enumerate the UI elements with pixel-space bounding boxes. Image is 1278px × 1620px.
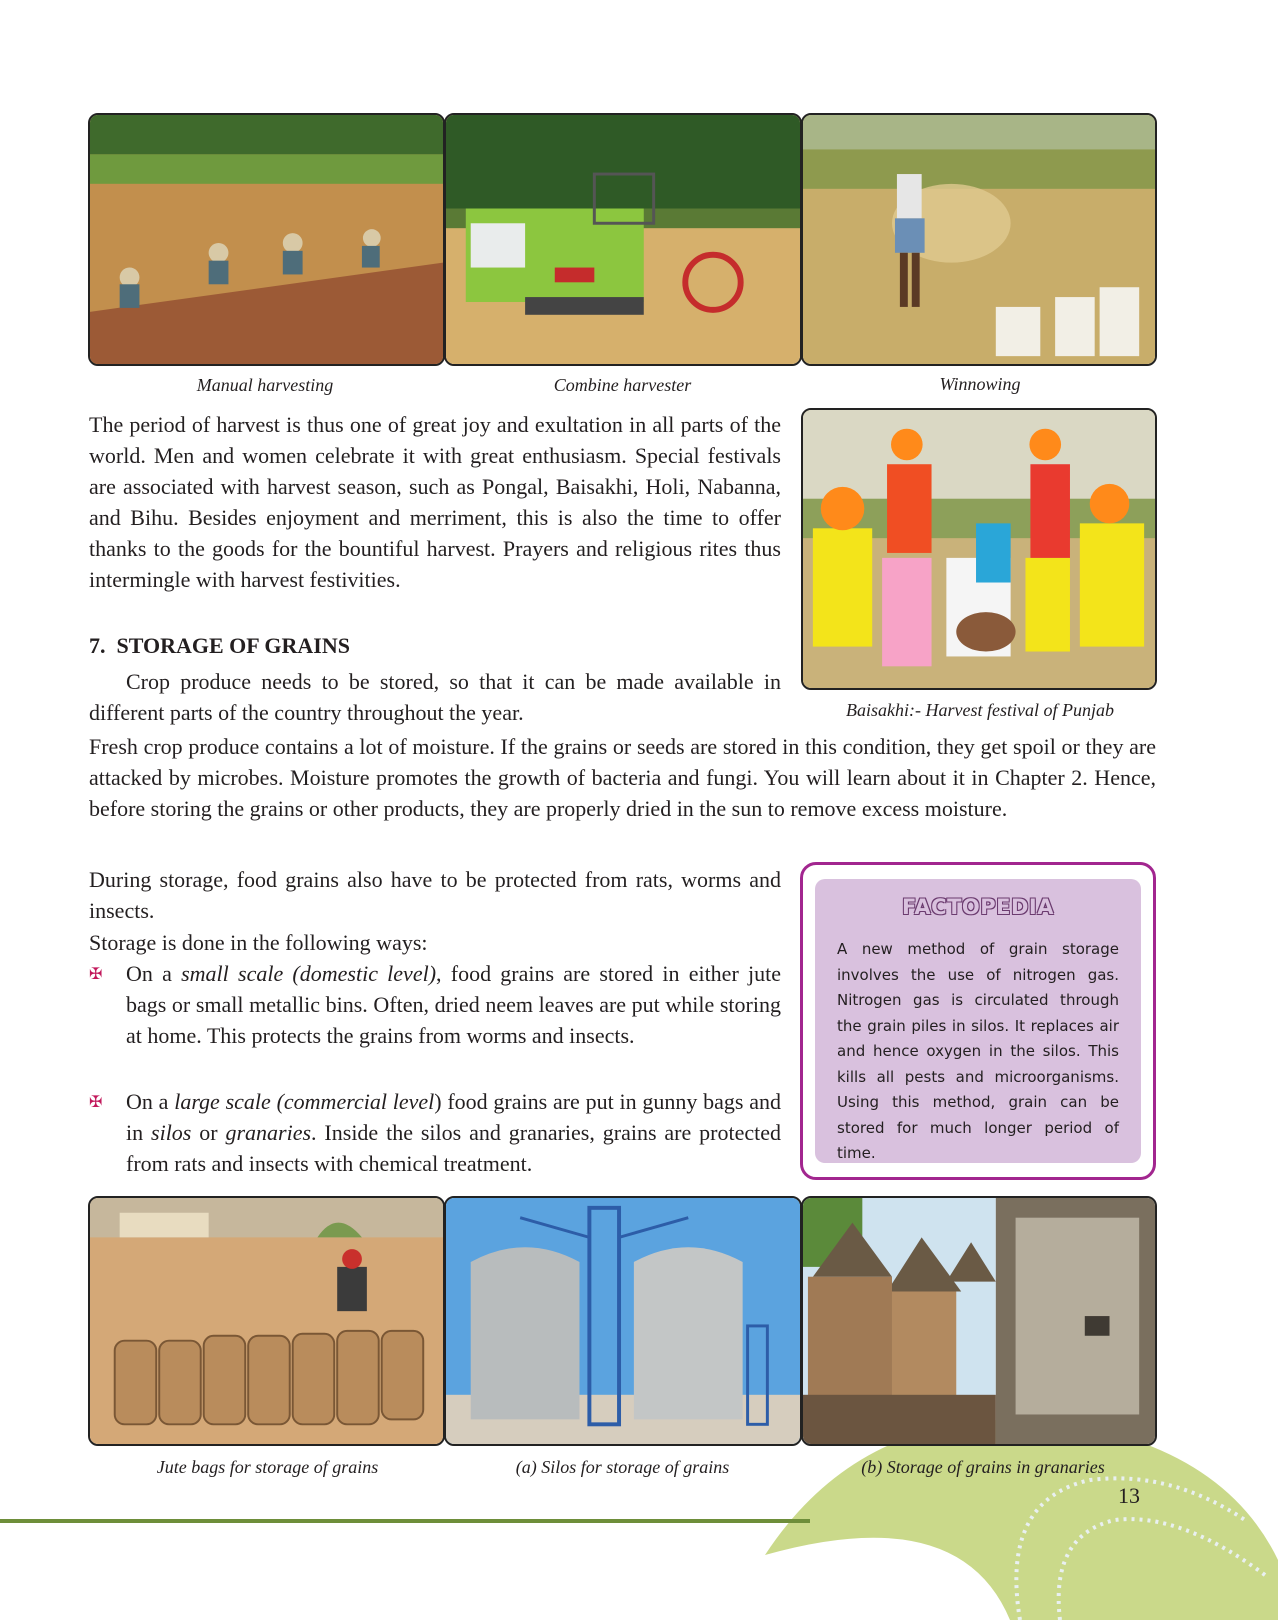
moisture-paragraph: Fresh crop produce contains a lot of moisture. If the grains or seeds are stored in this condition, they get spoil or they are attacked by microbes. Moisture promotes the growth of bacteria and fungi. You will learn about it in Chapter 2. Hence, before storing the grains or other products, they are properly dried in the sun to remove excess moisture. bbox=[89, 734, 1156, 821]
jute-bags-photo bbox=[88, 1196, 445, 1446]
factopedia-title: FACTOPEDIA bbox=[901, 895, 1054, 919]
protection-paragraph: During storage, food grains also have to be protected from rats, worms and insects. bbox=[89, 867, 781, 923]
caption-manual-harvesting: Manual harvesting bbox=[196, 375, 334, 395]
ways-intro: Storage is done in the following ways: bbox=[89, 930, 428, 955]
granaries-photo bbox=[801, 1196, 1157, 1446]
harvest-paragraph: The period of harvest is thus one of great joy and exultation in all parts of the world. Men and women celebrate it with great enthusiasm. Special festivals are associated with harvest season, such as Pongal, Baisakhi, Holi, Nabanna, and Bihu. Besides enjoyment and merriment, this is also the time to offer thanks to the goods for the bountiful harvest. Prayers and religious rites thus intermingle with harvest festivities. bbox=[89, 412, 781, 592]
caption-silos: (a) Silos for storage of grains bbox=[515, 1457, 730, 1477]
caption-granaries: (b) Storage of grains in granaries bbox=[861, 1457, 1105, 1477]
caption-combine-harvester: Combine harvester bbox=[553, 375, 692, 395]
silos-photo bbox=[444, 1196, 802, 1446]
bullet-large-scale: On a large scale (commercial level) food grains are put in gunny bags and in silos or granaries. Inside the silos and granaries, grains are protected from rats and insects with chemical treatment. bbox=[126, 1089, 781, 1176]
caption-jute-bags: Jute bags for storage of grains bbox=[156, 1457, 379, 1477]
factopedia-panel bbox=[815, 879, 1141, 1163]
caption-baisakhi: Baisakhi:- Harvest festival of Punjab bbox=[846, 700, 1114, 720]
storage-heading: 7. STORAGE OF GRAINS bbox=[89, 633, 350, 658]
page-number: 13 bbox=[1118, 1483, 1140, 1508]
factopedia-box bbox=[800, 862, 1156, 1180]
combine-harvester-photo bbox=[444, 113, 802, 366]
factopedia-text: A new method of grain storage involves the use of nitrogen gas. Nitrogen gas is circulated through the grain piles in silos. It replaces air and hence oxygen in the silos. This kills all pests and microorganisms. Using this method, grain can be stored for much longer period of time. bbox=[837, 940, 1119, 1162]
baisakhi-festival-photo bbox=[801, 408, 1157, 690]
bullet-icon: ✠ bbox=[89, 966, 103, 983]
storage-intro: Crop produce needs to be stored, so that it can be made available in different parts of the country throughout the year. bbox=[89, 669, 781, 725]
manual-harvesting-photo bbox=[88, 113, 445, 366]
bullet-icon: ✠ bbox=[89, 1094, 103, 1111]
bullet-small-scale: On a small scale (domestic level), food grains are stored in either jute bags or small metallic bins. Often, dried neem leaves are put while storing at home. This protects the grains from worms and insects. bbox=[126, 961, 781, 1048]
caption-winnowing: Winnowing bbox=[939, 374, 1021, 394]
winnowing-photo bbox=[801, 113, 1157, 366]
